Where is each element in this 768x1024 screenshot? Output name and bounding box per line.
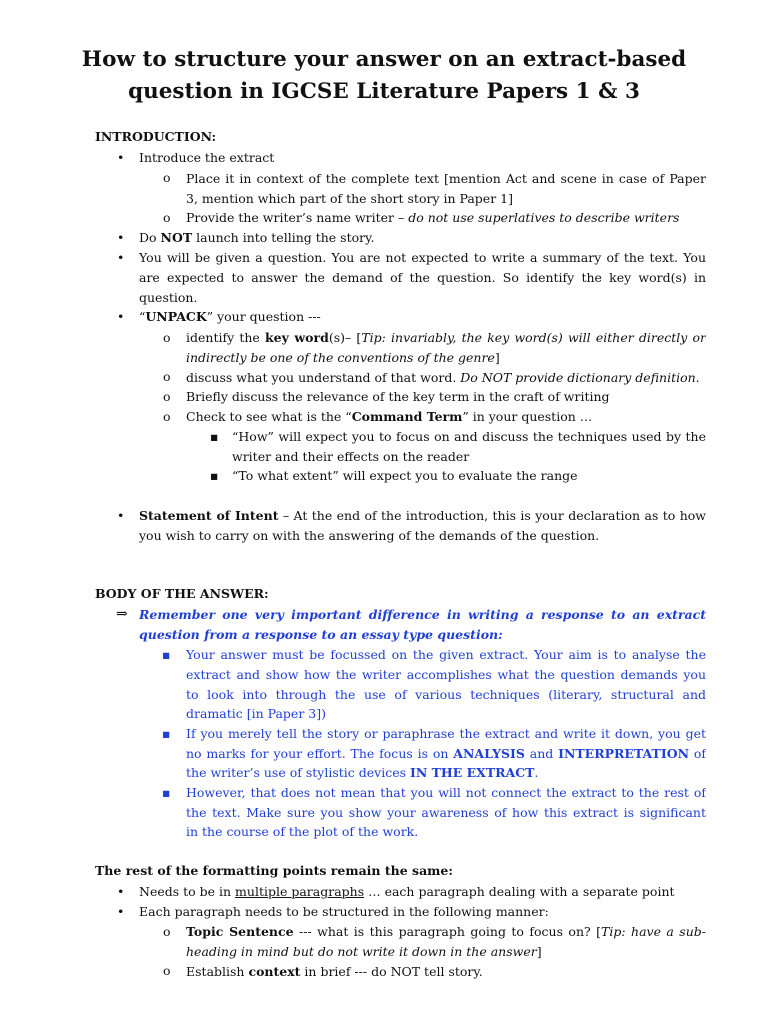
list-item: Statement of Intent – At the end of the introduction, this is your declaration as to how: [139, 508, 706, 523]
list-item: “UNPACK” your question ---: [139, 309, 321, 324]
list-item: Check to see what is the “Command Term” in your question …: [186, 409, 593, 424]
list-item: in the course of the plot of the work.: [186, 824, 419, 839]
page-title: How to structure your answer on an extract-based question in IGCSE Literature Papers 1 & 3: [81, 47, 687, 104]
list-item: “How” will expect you to focus on and discuss the techniques used by the: [232, 429, 706, 444]
circle-bullet-icon: o: [163, 330, 171, 345]
list-item: you wish to carry on with the answering of the demands of the question.: [139, 528, 600, 543]
list-item: identify the key word(s)– [Tip: invariably, the key word(s) will either directly or: [186, 330, 706, 345]
list-item: You will be given a question. You are not expected to write a summary of the text. You: [139, 250, 706, 265]
list-item: dramatic [in Paper 3]): [186, 706, 326, 721]
list-item: heading in mind but do not write it down in the answer]: [186, 944, 542, 959]
list-item: Place it in context of the complete text [mention Act and scene in case of Paper: [186, 171, 706, 186]
list-item: If you merely tell the story or paraphrase the extract and write it down, you get: [186, 726, 706, 741]
circle-bullet-icon: o: [163, 389, 171, 404]
list-item: writer and their effects on the reader: [232, 449, 470, 464]
bullet-icon: •: [117, 150, 125, 165]
bullet-icon: •: [117, 508, 125, 523]
circle-bullet-icon: o: [163, 170, 171, 185]
list-item: Each paragraph needs to be structured in the following manner:: [139, 904, 549, 919]
circle-bullet-icon: o: [163, 924, 171, 939]
bullet-icon: •: [117, 250, 125, 265]
square-bullet-icon: ▪: [162, 647, 171, 662]
bullet-icon: •: [117, 904, 125, 919]
list-item: discuss what you understand of that word. Do NOT provide dictionary definition.: [186, 370, 700, 385]
circle-bullet-icon: o: [163, 409, 171, 424]
arrow-icon: ⇒: [116, 606, 128, 622]
rest-heading: The rest of the formatting points remain the same:: [95, 863, 453, 878]
list-item: are expected to answer the demand of the question. So identify the key word(s) in: [139, 270, 706, 285]
callout-text: question from a response to an essay type question:: [139, 627, 503, 642]
list-item: Provide the writer’s name writer – do not use superlatives to describe writers: [186, 210, 680, 225]
circle-bullet-icon: o: [163, 963, 171, 978]
list-item: question.: [139, 290, 198, 305]
intro-heading: INTRODUCTION:: [95, 129, 217, 144]
square-bullet-icon: ▪: [210, 468, 219, 483]
square-bullet-icon: ▪: [162, 726, 171, 741]
bullet-icon: •: [117, 884, 125, 899]
list-item: to look into through the use of various techniques (literary, structural and: [186, 687, 706, 702]
list-item: no marks for your effort. The focus is on ANALYSIS and INTERPRETATION of: [186, 746, 706, 761]
square-bullet-icon: ▪: [162, 785, 171, 800]
list-item: Topic Sentence --- what is this paragraph going to focus on? [Tip: have a sub-: [186, 924, 706, 939]
bullet-icon: •: [117, 309, 125, 324]
bullet-icon: •: [117, 230, 125, 245]
list-item: the writer’s use of stylistic devices IN THE EXTRACT.: [186, 765, 539, 780]
list-item: Briefly discuss the relevance of the key term in the craft of writing: [186, 389, 610, 404]
list-item: Do NOT launch into telling the story.: [139, 230, 375, 245]
list-item: Your answer must be focussed on the given extract. Your aim is to analyse the: [186, 647, 706, 662]
square-bullet-icon: ▪: [210, 429, 219, 444]
list-item: However, that does not mean that you will not connect the extract to the rest of: [186, 785, 706, 800]
list-item: the text. Make sure you show your awareness of how this extract is significant: [186, 805, 706, 820]
list-item: “To what extent” will expect you to evaluate the range: [232, 468, 578, 483]
circle-bullet-icon: o: [163, 369, 171, 384]
list-item: Introduce the extract: [139, 150, 275, 165]
body-heading: BODY OF THE ANSWER:: [95, 586, 269, 601]
callout-text: Remember one very important difference in writing a response to an extract: [139, 607, 706, 622]
list-item: extract and show how the writer accomplishes what the question demands you: [186, 667, 706, 682]
list-item: 3, mention which part of the short story in Paper 1]: [186, 191, 513, 206]
list-item: indirectly be one of the conventions of the genre]: [186, 350, 500, 365]
list-item: Establish context in brief --- do NOT tell story.: [186, 964, 483, 979]
circle-bullet-icon: o: [163, 210, 171, 225]
list-item: Needs to be in multiple paragraphs … each paragraph dealing with a separate point: [139, 884, 675, 899]
